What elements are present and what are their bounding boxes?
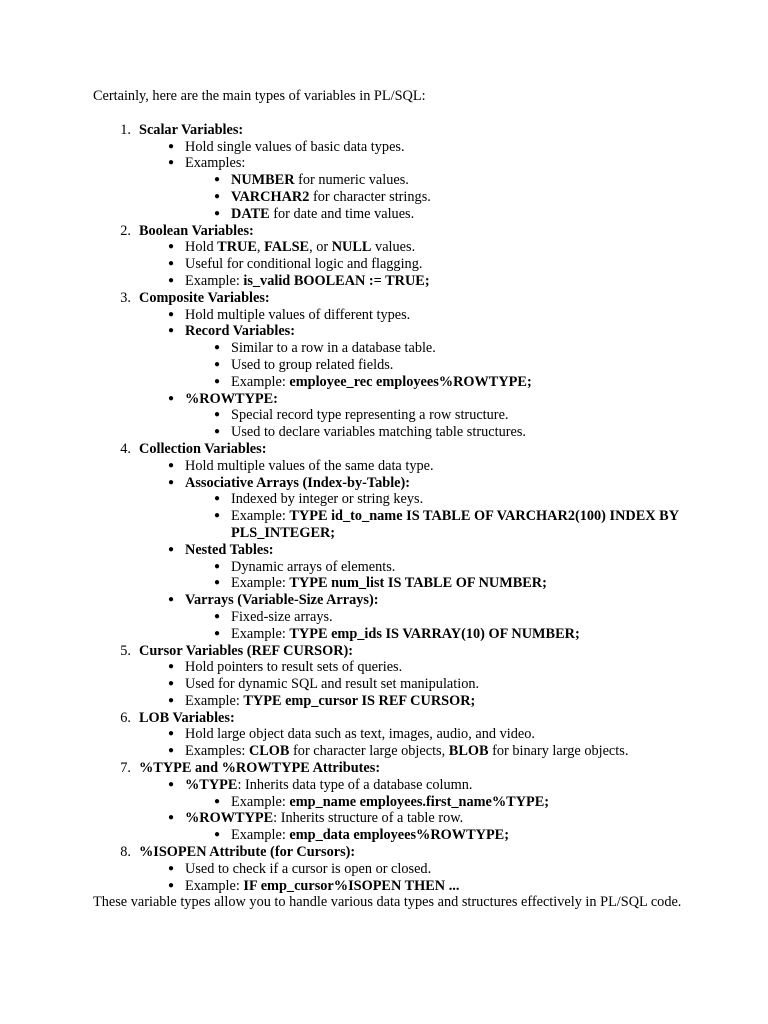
text-run: for date and time values. <box>269 205 415 222</box>
bullet-icon: ● <box>213 795 221 807</box>
section-title: Collection Variables: <box>139 440 267 457</box>
bullet-item <box>139 726 693 743</box>
section-item <box>93 122 693 223</box>
bullet-icon: ● <box>213 342 221 354</box>
section-item <box>93 290 693 441</box>
section-title: Boolean Variables: <box>139 222 254 239</box>
sub-bullet-list <box>185 340 693 390</box>
text-run: for numeric values. <box>294 172 409 189</box>
bold-text: %ROWTYPE: <box>185 390 278 407</box>
section-title: Scalar Variables: <box>139 121 244 138</box>
bold-text: is_valid BOOLEAN := TRUE; <box>243 272 430 289</box>
bullet-item <box>139 676 693 693</box>
bullet-list <box>139 458 693 643</box>
sub-bullet-item <box>185 508 693 542</box>
bullet-icon: ● <box>213 375 221 387</box>
sub-bullet-item <box>185 491 693 508</box>
bullet-item <box>139 659 693 676</box>
bold-text: Record Variables: <box>185 323 295 340</box>
section-title: %ISOPEN Attribute (for Cursors): <box>139 844 356 861</box>
bullet-icon: ● <box>213 577 221 589</box>
bold-text: emp_name employees.first_name%TYPE; <box>289 793 550 810</box>
text-run: Used to check if a cursor is open or closed. <box>185 860 432 877</box>
sub-bullet-list <box>185 794 693 811</box>
bullet-icon: ● <box>213 829 221 841</box>
bold-text: IF emp_cursor%ISOPEN THEN ... <box>243 877 460 894</box>
bullet-item <box>139 743 693 760</box>
text-run: : Inherits data type of a database column. <box>237 776 473 793</box>
bullet-icon: ● <box>167 661 175 673</box>
bullet-icon: ● <box>167 274 175 286</box>
text-run: , <box>256 239 265 256</box>
text-run: Example: <box>231 625 290 642</box>
bold-text: TYPE emp_cursor IS REF CURSOR; <box>243 692 476 709</box>
sub-bullet-item <box>185 424 693 441</box>
bullet-icon: ● <box>167 745 175 757</box>
bullet-icon: ● <box>213 560 221 572</box>
text-run: , or <box>309 239 332 256</box>
sub-bullet-list <box>185 609 693 643</box>
section-number: 8. <box>120 844 131 861</box>
section-item <box>93 441 693 643</box>
sub-bullet-item <box>185 340 693 357</box>
bold-text: BLOB <box>448 743 489 760</box>
bullet-icon: ● <box>167 258 175 270</box>
text-run: Similar to a row in a database table. <box>231 340 436 357</box>
text-run: Example: <box>185 877 244 894</box>
bullet-icon: ● <box>213 358 221 370</box>
bold-text: TYPE emp_ids IS VARRAY(10) OF NUMBER; <box>289 625 580 642</box>
text-run: for character large objects, <box>289 743 449 760</box>
sub-bullet-item <box>185 172 693 189</box>
bullet-item <box>139 256 693 273</box>
bullet-item <box>139 810 693 844</box>
section-number: 6. <box>120 709 131 726</box>
text-run: for character strings. <box>309 188 431 205</box>
bullet-icon: ● <box>167 325 175 337</box>
text-run: Example: <box>231 508 290 525</box>
bullet-icon: ● <box>213 610 221 622</box>
section-number: 4. <box>120 440 131 457</box>
bullet-item <box>139 239 693 256</box>
section-number: 2. <box>120 222 131 239</box>
section-title: Cursor Variables (REF CURSOR): <box>139 642 354 659</box>
bullet-icon: ● <box>167 728 175 740</box>
bold-text: Associative Arrays (Index-by-Table): <box>185 474 411 491</box>
bullet-icon: ● <box>167 140 175 152</box>
bullet-item <box>139 307 693 324</box>
bullet-icon: ● <box>167 308 175 320</box>
bullet-icon: ● <box>167 157 175 169</box>
section-title: Composite Variables: <box>139 289 270 306</box>
text-run: for binary large objects. <box>488 743 629 760</box>
bold-text: Nested Tables: <box>185 541 274 558</box>
section-item <box>93 760 693 844</box>
sub-bullet-item <box>185 206 693 223</box>
sub-bullet-list <box>185 407 693 441</box>
text-run: Useful for conditional logic and flagging. <box>185 256 423 273</box>
bold-text: VARCHAR2 <box>231 188 310 205</box>
bullet-list <box>139 139 693 223</box>
sub-bullet-item <box>185 794 693 811</box>
bullet-icon: ● <box>167 862 175 874</box>
sub-bullet-list <box>185 559 693 593</box>
text-run: Examples: <box>185 743 249 760</box>
bullet-item <box>139 458 693 475</box>
bullet-list <box>139 726 693 760</box>
bullet-icon: ● <box>167 459 175 471</box>
section-number: 1. <box>120 121 131 138</box>
bullet-icon: ● <box>213 207 221 219</box>
text-run: Hold pointers to result sets of queries. <box>185 659 403 676</box>
sub-bullet-item <box>185 407 693 424</box>
sub-bullet-item <box>185 189 693 206</box>
bullet-icon: ● <box>167 812 175 824</box>
bullet-icon: ● <box>213 510 221 522</box>
text-run: Special record type representing a row structure. <box>231 407 509 424</box>
bullet-icon: ● <box>213 174 221 186</box>
bullet-icon: ● <box>167 694 175 706</box>
bold-text: FALSE <box>264 239 310 256</box>
text-run: Used for dynamic SQL and result set manipulation. <box>185 676 480 693</box>
bullet-icon: ● <box>213 493 221 505</box>
text-run: Hold multiple values of the same data type. <box>185 457 434 474</box>
bold-text: DATE <box>231 205 270 222</box>
bullet-icon: ● <box>213 409 221 421</box>
bold-text: TYPE id_to_name IS TABLE OF VARCHAR2(100) INDEX BY PLS_INTEGER; <box>231 508 679 541</box>
variable-types-list <box>93 122 693 895</box>
text-run: Used to group related fields. <box>231 356 394 373</box>
bullet-icon: ● <box>167 392 175 404</box>
bold-text: employee_rec employees%ROWTYPE; <box>289 373 532 390</box>
sub-bullet-list <box>185 172 693 222</box>
bullet-list <box>139 239 693 289</box>
bullet-item <box>139 139 693 156</box>
bullet-icon: ● <box>213 190 221 202</box>
section-item <box>93 844 693 894</box>
text-run: Example: <box>231 827 290 844</box>
bullet-item <box>139 323 693 390</box>
section-item <box>93 643 693 710</box>
bullet-item <box>139 693 693 710</box>
closing-paragraph: These variable types allow you to handle various data types and structures effectively in PL/SQL code. <box>93 894 682 911</box>
text-run: Fixed-size arrays. <box>231 608 333 625</box>
text-run: Hold large object data such as text, images, audio, and video. <box>185 726 535 743</box>
bullet-icon: ● <box>167 678 175 690</box>
text-run: : Inherits structure of a table row. <box>273 810 464 827</box>
sub-bullet-list <box>185 491 693 541</box>
text-run: Example: <box>185 692 244 709</box>
bullet-item <box>139 878 693 895</box>
section-title: LOB Variables: <box>139 709 235 726</box>
text-run: Example: <box>231 793 290 810</box>
bullet-list <box>139 659 693 709</box>
section-title: %TYPE and %ROWTYPE Attributes: <box>139 760 381 777</box>
sub-bullet-item <box>185 357 693 374</box>
text-run: Hold single values of basic data types. <box>185 138 405 155</box>
bold-text: TYPE num_list IS TABLE OF NUMBER; <box>289 575 547 592</box>
sub-bullet-item <box>185 575 693 592</box>
bold-text: NULL <box>331 239 372 256</box>
section-number: 3. <box>120 289 131 306</box>
section-number: 5. <box>120 642 131 659</box>
document-body <box>93 88 693 911</box>
text-run: Example: <box>185 272 244 289</box>
bullet-icon: ● <box>167 778 175 790</box>
bold-text: Varrays (Variable-Size Arrays): <box>185 592 379 609</box>
bullet-icon: ● <box>213 426 221 438</box>
bullet-icon: ● <box>167 543 175 555</box>
bold-text: emp_data employees%ROWTYPE; <box>289 827 509 844</box>
bullet-list <box>139 777 693 844</box>
text-run: values. <box>371 239 416 256</box>
sub-bullet-item <box>185 827 693 844</box>
bold-text: CLOB <box>248 743 290 760</box>
bullet-item <box>139 391 693 441</box>
bullet-list <box>139 307 693 441</box>
bullet-icon: ● <box>167 476 175 488</box>
sub-bullet-item <box>185 609 693 626</box>
sub-bullet-item <box>185 626 693 643</box>
bold-text: %ROWTYPE <box>185 810 274 827</box>
section-item <box>93 710 693 760</box>
text-run: Example: <box>231 575 290 592</box>
text-run: Examples: <box>185 155 246 172</box>
bullet-icon: ● <box>167 241 175 253</box>
bullet-item <box>139 475 693 542</box>
sub-bullet-item <box>185 559 693 576</box>
bullet-item <box>139 592 693 642</box>
sub-bullet-item <box>185 374 693 391</box>
bullet-icon: ● <box>167 594 175 606</box>
bold-text: NUMBER <box>231 172 295 189</box>
bold-text: TRUE <box>217 239 257 256</box>
section-item <box>93 223 693 290</box>
bullet-list <box>139 861 693 895</box>
bullet-item <box>139 861 693 878</box>
text-run: Used to declare variables matching table structures. <box>231 424 526 441</box>
text-run: Example: <box>231 373 290 390</box>
bold-text: %TYPE <box>185 776 238 793</box>
text-run: Hold multiple values of different types. <box>185 306 411 323</box>
bullet-item <box>139 542 693 592</box>
bullet-item <box>139 777 693 811</box>
bullet-item <box>139 273 693 290</box>
bullet-icon: ● <box>213 627 221 639</box>
section-number: 7. <box>120 760 131 777</box>
text-run: Dynamic arrays of elements. <box>231 558 396 575</box>
text-run: Hold <box>185 239 218 256</box>
intro-paragraph: Certainly, here are the main types of variables in PL/SQL: <box>93 88 426 104</box>
bullet-item <box>139 155 693 222</box>
text-run: Indexed by integer or string keys. <box>231 491 424 508</box>
bullet-icon: ● <box>167 879 175 891</box>
sub-bullet-list <box>185 827 693 844</box>
